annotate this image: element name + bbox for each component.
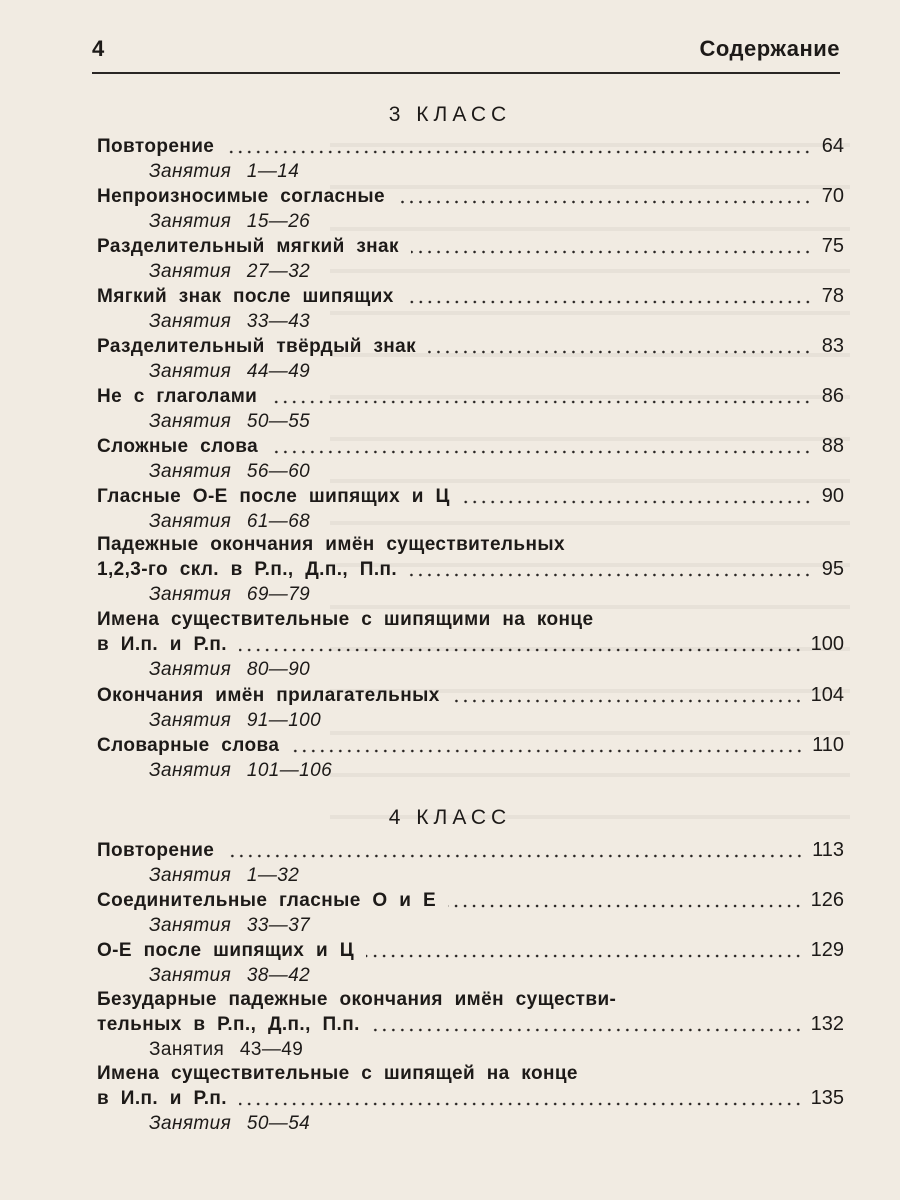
dot-leader [270,450,812,454]
toc-entry-line [97,1012,844,1037]
toc-entry-title: Безударные падежные окончания имён существи- [97,989,617,1010]
dot-leader [409,573,812,577]
dot-leader [448,904,803,908]
toc-page-number: 83 [821,335,844,357]
toc-entry-line [97,1062,844,1086]
toc-entry[interactable] [97,733,844,783]
dot-leader [226,150,812,154]
toc-entry-title: тельных в Р.п., Д.п., П.п. [97,1014,360,1035]
toc-entry-title: Мягкий знак после шипящих [97,286,394,307]
toc-entry-line [97,284,844,309]
section-title-grade-4: 4 КЛАСС [388,806,512,829]
dot-leader [452,699,803,703]
section-title-grade-3: 3 КЛАСС [388,103,512,126]
toc-entry-line [97,888,844,913]
toc-entry-line [97,733,844,758]
toc-page-number: 70 [821,185,844,207]
page-title: Содержание [699,36,840,61]
page-number: 4 [92,36,105,61]
toc-entry-line [97,134,844,159]
toc-lessons-range: Занятия 38—42 [149,965,311,986]
toc-entry-line [97,683,844,708]
toc-lessons-range: Занятия 91—100 [149,710,322,731]
toc-page-number: 113 [812,839,844,861]
toc-page-number: 90 [821,485,844,507]
toc-entry-title: в И.п. и Р.п. [97,1088,227,1109]
toc-entry-title: Гласные О-Е после шипящих и Ц [97,486,450,507]
toc-lessons-range: Занятия 33—37 [149,915,311,936]
toc-entry-line [97,533,844,557]
toc-entry[interactable] [97,334,844,384]
toc-entry[interactable] [97,384,844,434]
dot-leader [366,954,803,958]
toc-lessons-range: Занятия 1—14 [149,161,300,182]
toc-entry-title: Словарные слова [97,735,280,756]
toc-page-number: 78 [821,285,844,307]
toc-lessons-range: Занятия 15—26 [149,211,311,232]
toc-lessons-range: Занятия 80—90 [149,659,311,680]
toc-entry-line [97,557,844,582]
dot-leader [428,350,812,354]
dot-leader [269,400,812,404]
toc-entry-title: Падежные окончания имён существительных [97,534,565,555]
toc-entry[interactable] [97,838,844,888]
toc-entry[interactable] [97,938,844,988]
toc-entry-line [97,434,844,459]
toc-lessons-range: Занятия 1—32 [149,865,300,886]
dot-leader [239,648,803,652]
toc-entry-title: Повторение [97,840,215,861]
toc-page-number: 64 [821,135,844,157]
toc-entry-line [97,608,844,632]
dot-leader [411,250,812,254]
toc-entry-title: Окончания имён прилагательных [97,685,440,706]
toc-lessons-range: Занятия 61—68 [149,511,311,532]
toc-page-number: 126 [810,889,844,911]
toc-lessons-range: Занятия 56—60 [149,461,311,482]
toc-entry[interactable] [97,434,844,484]
dot-leader [372,1028,803,1032]
toc-entry[interactable] [97,888,844,938]
dot-leader [462,500,812,504]
toc-page-number: 129 [810,939,844,961]
toc-entry[interactable] [97,608,844,682]
dot-leader [239,1102,803,1106]
toc-page-number: 95 [821,558,844,580]
toc-page-number: 75 [821,235,844,257]
toc-entry[interactable] [97,134,844,184]
toc-lessons-range: Занятия 27—32 [149,261,311,282]
toc-page-number: 88 [821,435,844,457]
toc-page-number: 110 [812,734,844,756]
dot-leader [406,300,812,304]
toc-page-number: 86 [821,385,844,407]
toc-entry[interactable] [97,683,844,733]
toc-entry[interactable] [97,1062,844,1136]
toc-entry-title: Непроизносимые согласные [97,186,385,207]
toc-lessons-range: Занятия 43—49 [149,1039,304,1060]
toc-entry[interactable] [97,184,844,234]
toc-lessons-range: Занятия 50—55 [149,411,311,432]
toc-entry-title: Не с глаголами [97,386,258,407]
toc-entry-title: Сложные слова [97,436,259,457]
toc-entry-line [97,988,844,1012]
toc-entry-line [97,632,844,657]
toc-page-number: 135 [810,1087,844,1109]
toc-entry-line [97,938,844,963]
toc-entry-line [97,838,844,863]
dot-leader [291,749,804,753]
toc-lessons-range: Занятия 50—54 [149,1113,311,1134]
toc-entry-line [97,184,844,209]
toc-page-number: 132 [810,1013,844,1035]
toc-page-number: 100 [810,633,844,655]
toc-entry[interactable] [97,484,844,534]
toc-entry[interactable] [97,234,844,284]
toc-entry-title: Повторение [97,136,215,157]
toc-entry-title: Разделительный мягкий знак [97,236,399,257]
toc-entry-line [97,334,844,359]
toc-entry-line [97,484,844,509]
toc-lessons-range: Занятия 69—79 [149,584,311,605]
toc-lessons-range: Занятия 44—49 [149,361,311,382]
toc-entry-title: 1,2,3-го скл. в Р.п., Д.п., П.п. [97,559,398,580]
toc-entry[interactable] [97,284,844,334]
toc-entry[interactable] [97,533,844,607]
toc-entry-title: О-Е после шипящих и Ц [97,940,354,961]
toc-entry-title: Соединительные гласные О и Е [97,890,437,911]
toc-entry-line [97,384,844,409]
toc-entry-title: Имена существительные с шипящей на конце [97,1063,578,1084]
dot-leader [226,854,804,858]
toc-entry-line [97,1086,844,1111]
dot-leader [397,200,812,204]
toc-page-number: 104 [810,684,844,706]
toc-entry-line [97,234,844,259]
toc-entry-title: Разделительный твёрдый знак [97,336,417,357]
toc-entry-title: Имена существительные с шипящими на конце [97,609,594,630]
toc-entry-title: в И.п. и Р.п. [97,634,227,655]
toc-lessons-range: Занятия 33—43 [149,311,311,332]
toc-entry[interactable] [97,988,844,1062]
page-header [92,36,840,74]
toc-lessons-range: Занятия 101—106 [149,760,333,781]
